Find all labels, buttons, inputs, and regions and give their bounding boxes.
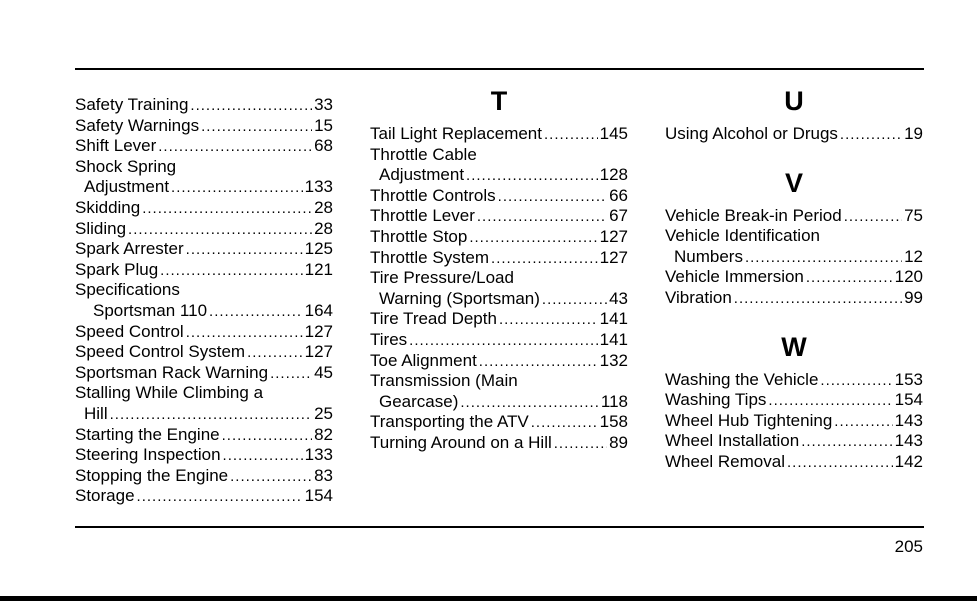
index-entry-term: Spark Arrester (75, 239, 184, 259)
index-entry (370, 227, 628, 248)
index-entry-page: 66 (609, 185, 628, 205)
index-entry-page: 45 (314, 362, 333, 382)
index-entry-term: Shift Lever (75, 136, 157, 156)
index-entry (665, 411, 923, 432)
index-entry-page: 33 (314, 95, 333, 114)
section-letter-v: V (784, 167, 803, 198)
index-entry-page: 12 (904, 246, 923, 266)
index-entry (75, 445, 333, 466)
dot-leader (110, 405, 312, 426)
index-entry-term: Skidding (75, 197, 141, 217)
index-entry (75, 280, 333, 301)
index-entry-page: 132 (599, 350, 628, 370)
dot-leader (142, 199, 312, 220)
index-entry-page: 133 (304, 177, 333, 197)
index-entry (75, 239, 333, 260)
index-entry-page: 128 (599, 165, 628, 185)
index-entry-term: Using Alcohol or Drugs (665, 124, 838, 143)
index-column-s (75, 95, 333, 507)
index-entry (370, 248, 628, 269)
dot-leader (834, 412, 892, 433)
index-entry-term: Throttle System (370, 247, 490, 267)
index-entry (75, 136, 333, 157)
index-entry-term: Specifications (75, 280, 180, 300)
dot-leader (186, 323, 303, 344)
index-entry-term: Speed Control System (75, 342, 246, 362)
index-entry (75, 404, 333, 425)
index-entry-page: 15 (314, 115, 333, 135)
index-entry (75, 177, 333, 198)
dot-leader (499, 310, 598, 331)
index-entry-term: Vibration (665, 287, 732, 307)
index-entry-term: Safety Warnings (75, 115, 200, 135)
index-entry (370, 268, 628, 289)
index-entry-term: Vehicle Break-in Period (665, 205, 842, 225)
index-entry-term: Storage (75, 486, 135, 506)
index-entry (665, 226, 923, 247)
index-entry-page: 153 (894, 369, 923, 389)
index-entry-term: Vehicle Immersion (665, 267, 804, 287)
index-entry-page: 127 (599, 247, 628, 267)
index-entry (75, 116, 333, 137)
index-entry-term: Washing Tips (665, 390, 767, 410)
section-letter-u: U (784, 86, 804, 116)
index-entry-page: 127 (304, 342, 333, 362)
index-entry (665, 206, 923, 227)
index-entry-page: 121 (304, 259, 333, 279)
dot-leader (223, 446, 303, 467)
dot-leader (801, 432, 892, 453)
index-entry (370, 124, 628, 145)
index-entry (370, 206, 628, 227)
index-entry (75, 95, 333, 116)
page-bottom-edge (0, 596, 977, 601)
index-entry (75, 425, 333, 446)
index-entry (75, 486, 333, 507)
index-entry-page: 154 (894, 390, 923, 410)
index-entry (370, 433, 628, 454)
index-entry-term: Numbers (674, 246, 743, 266)
index-entry-page: 75 (904, 205, 923, 225)
dot-leader (479, 352, 598, 373)
dot-leader (247, 343, 303, 364)
index-entry (665, 267, 923, 288)
index-entry-term: Safety Training (75, 95, 189, 114)
dot-leader (531, 413, 598, 434)
dot-leader (160, 261, 302, 282)
index-entry-term: Stopping the Engine (75, 465, 229, 485)
index-entry-page: 25 (314, 403, 333, 423)
index-entry (75, 301, 333, 322)
dot-leader (498, 187, 607, 208)
index-entry (665, 124, 923, 145)
index-entry-term: Tire Pressure/Load (370, 268, 514, 288)
index-entry-page: 83 (314, 465, 333, 485)
index-entry-page: 141 (599, 329, 628, 349)
index-entry-term: Spark Plug (75, 259, 159, 279)
index-entry (75, 342, 333, 363)
index-entry (75, 466, 333, 487)
index-entry (370, 186, 628, 207)
index-entry (665, 452, 923, 473)
dot-leader (171, 178, 303, 199)
index-entry (370, 309, 628, 330)
index-entry-term: Gearcase) (379, 391, 459, 411)
index-entry-term: Sportsman Rack Warning (75, 362, 269, 382)
index-entry-page: 43 (609, 288, 628, 308)
index-entry-term: Hill (84, 403, 108, 423)
index-entry (75, 198, 333, 219)
index-entry-page: 142 (894, 451, 923, 471)
index-entry-term: Sportsman 110 (93, 300, 208, 320)
index-entry-term: Sliding (75, 218, 127, 238)
index-entry-page: 68 (314, 136, 333, 156)
index-entry-page: 127 (599, 226, 628, 246)
index-entry-page: 145 (599, 124, 628, 143)
dot-leader (270, 364, 312, 385)
index-entry-page: 120 (894, 267, 923, 287)
index-entry-term: Turning Around on a Hill (370, 432, 552, 452)
index-entry-term: Throttle Lever (370, 206, 475, 226)
index-entry-page: 28 (314, 197, 333, 217)
index-entry (370, 165, 628, 186)
section-spacer (665, 145, 923, 166)
index-entry-term: Wheel Hub Tightening (665, 410, 833, 430)
index-entry-page: 154 (304, 486, 333, 506)
index-entry-page: 28 (314, 218, 333, 238)
dot-leader (201, 117, 312, 138)
dot-leader (158, 137, 312, 158)
section-v-entries (665, 206, 923, 309)
dot-leader (542, 290, 607, 311)
dot-leader (491, 249, 598, 270)
index-entry-page: 143 (894, 431, 923, 451)
index-entry-term: Starting the Engine (75, 424, 220, 444)
section-letter-t: T (490, 86, 508, 116)
index-entry (370, 392, 628, 413)
index-entry-term: Wheel Removal (665, 451, 785, 471)
index-entry-page: 143 (894, 410, 923, 430)
index-entry-page: 118 (600, 391, 628, 411)
index-entry-page: 141 (599, 309, 628, 329)
dot-leader (820, 371, 892, 392)
index-entry-page: 82 (314, 424, 333, 444)
index-entry-term: Transporting the ATV (370, 412, 529, 432)
dot-leader (840, 125, 902, 146)
index-column-uvw (665, 84, 923, 473)
index-entry-page: 67 (609, 206, 628, 226)
index-entry (665, 288, 923, 309)
index-entry-page: 89 (609, 432, 628, 452)
page-number: 205 (894, 537, 923, 556)
index-entry-term: Tire Tread Depth (370, 309, 497, 329)
index-entry (370, 351, 628, 372)
index-entry-term: Wheel Installation (665, 431, 800, 451)
index-entry-term: Throttle Controls (370, 185, 496, 205)
index-entry-term: Steering Inspection (75, 445, 221, 465)
dot-leader (230, 467, 312, 488)
index-entry-page: 125 (304, 239, 333, 259)
index-entry (75, 260, 333, 281)
index-column-t (370, 84, 628, 454)
index-entry-term: Vehicle Identification (665, 226, 820, 246)
index-entry-term: Washing the Vehicle (665, 369, 819, 389)
section-w-entries (665, 370, 923, 473)
index-entry-term: Tail Light Replacement (370, 124, 542, 143)
index-entry (665, 370, 923, 391)
index-entry (75, 322, 333, 343)
index-entry-term: Adjustment (379, 165, 465, 185)
dot-leader (137, 487, 303, 508)
index-entry-term: Shock Spring (75, 156, 177, 176)
dot-leader (806, 268, 893, 289)
index-entry (665, 247, 923, 268)
dot-leader (222, 426, 312, 447)
dot-leader (844, 207, 902, 228)
dot-leader (544, 125, 598, 146)
index-entry-term: Toe Alignment (370, 350, 477, 370)
dot-leader (186, 240, 303, 261)
index-entry (665, 390, 923, 411)
index-entry (370, 371, 628, 392)
index-entry (75, 219, 333, 240)
index-entry-term: Stalling While Climbing a (75, 383, 264, 403)
index-entry-page: 99 (904, 287, 923, 307)
index-entry (75, 363, 333, 384)
index-entry-page: 133 (304, 445, 333, 465)
index-entry (370, 145, 628, 166)
index-entry (370, 289, 628, 310)
index-entry-term: Speed Control (75, 321, 184, 341)
top-rule (75, 68, 924, 70)
dot-leader (466, 166, 598, 187)
index-entry-term: Throttle Cable (370, 144, 477, 164)
dot-leader (409, 331, 597, 352)
index-entry-term: Transmission (Main (370, 371, 518, 391)
section-u-entries (665, 124, 923, 145)
dot-leader (477, 207, 607, 228)
dot-leader (768, 391, 892, 412)
section-letter-w: W (781, 331, 807, 362)
index-entry (665, 431, 923, 452)
dot-leader (745, 248, 902, 269)
section-t-entries (370, 124, 628, 454)
index-entry (75, 157, 333, 178)
index-entry-page: 158 (599, 412, 628, 432)
index-entry-term: Throttle Stop (370, 226, 468, 246)
dot-leader (469, 228, 597, 249)
index-entry-term: Adjustment (84, 177, 170, 197)
dot-leader (190, 96, 312, 117)
bottom-rule (75, 526, 924, 528)
index-entry (75, 383, 333, 404)
index-entry-page: 19 (904, 124, 923, 143)
index-entry-page: 127 (304, 321, 333, 341)
index-entry-term: Warning (Sportsman) (379, 288, 540, 308)
dot-leader (787, 453, 893, 474)
dot-leader (460, 393, 599, 414)
index-entry-term: Tires (370, 329, 408, 349)
dot-leader (128, 220, 312, 241)
index-entry-page: 164 (304, 300, 333, 320)
dot-leader (734, 289, 902, 310)
index-entry (370, 330, 628, 351)
section-spacer (665, 309, 923, 330)
index-entry (370, 412, 628, 433)
dot-leader (209, 302, 303, 323)
dot-leader (554, 434, 607, 455)
